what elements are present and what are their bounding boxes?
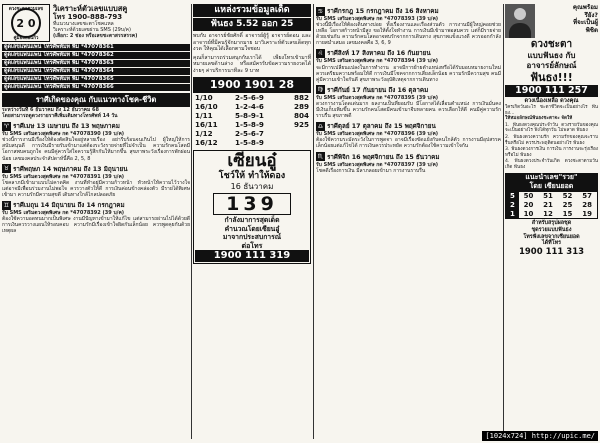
lotto-date: 16/12	[195, 137, 218, 147]
lucky-number: 20	[523, 200, 534, 209]
sign-title-text: ราศีกรกฎ 15 กรกฎาคม ถึง 16 สิงหาคม	[327, 8, 439, 15]
far-right-column	[505, 4, 598, 439]
lucky-number: 2	[506, 201, 519, 210]
footer-2: ชุดรวยแบบฟันธง	[531, 227, 572, 234]
sign-title	[316, 6, 501, 16]
promo-date: 16 ธันวาคม	[230, 182, 274, 192]
lotto-val	[282, 138, 311, 147]
lucky-number: 10	[523, 209, 534, 218]
sign-block	[316, 6, 501, 46]
section-header: ราศีเกิดของคุณ กับแนวทางโชค-ชีวิต	[2, 93, 190, 107]
sign-title	[2, 200, 190, 210]
person-photo	[505, 4, 535, 38]
lotto-nums: 1-5-8-9	[234, 137, 264, 147]
footer-4: ได้ที่โทร	[541, 240, 562, 247]
ad-headline-3: อาจารย์ลักษณ์	[526, 61, 577, 70]
ad-q1: คุณพร้อม	[572, 4, 598, 11]
lotto-val: 804	[293, 110, 309, 120]
lucky-header-2: โดย เซียนยอด	[505, 182, 598, 191]
promo-phone: 1900 111 319	[195, 250, 309, 262]
promo-sub: โชว์ให้ ทำให้ดอง	[218, 171, 286, 182]
zodiac-sign-icon: ♋	[317, 7, 324, 15]
lotto-date: 1/12	[195, 128, 213, 138]
phone-row: ดูดเลขแพ่นแพน โทรศัพท์มท พิม *47078366	[2, 84, 190, 91]
lotto-date: 1/10	[195, 92, 213, 102]
ad-q4: พิชิต	[585, 26, 598, 34]
phone-row: ดูดเลขแพ่นแพน โทรศัพท์มท พิม *47078365	[2, 76, 190, 83]
ad-q3: ที่จะเป็นผู้	[573, 19, 598, 26]
lotto-val: 289	[293, 101, 309, 111]
left-header	[2, 4, 190, 42]
sign-block	[316, 121, 501, 149]
lucky-number: 21	[543, 200, 553, 209]
promo-text-2: คำนวณโดยเซียนอู๋	[224, 224, 280, 233]
lucky-number: 19	[582, 209, 592, 218]
ad-item: 4. ฟันธงดวงประจำวันเกิด ดวงชะตาตามวันเกิด ฟันธง	[505, 159, 598, 170]
mid-intro: พบกับ อาจารย์ชัยศักดิ์ อาจารย์ผู้รู้ อาจารย์ดอน และ อาจารย์ที่มีคนรู้จักมากมาย มาวิเคราะห์ตัวเลขเด็ดทุกงวด ให้คุณได้เลือกตามใจชอบ	[193, 33, 311, 53]
lucky-header: แนะนำเลข"รวย"	[505, 173, 598, 182]
sign-title	[316, 85, 501, 95]
ad-headline-2: แบบฟันธง กับ	[527, 51, 576, 60]
ad-call: ให้หมอลักษณ์ฟันธงชะตาจะ จัดให้	[505, 116, 573, 122]
logo-top-text: ดวงชะตาตามเลข	[8, 7, 44, 12]
ad-top	[505, 4, 598, 38]
lotto-val: 882	[293, 92, 309, 102]
lotto-nums: 2-5-6-9	[234, 92, 264, 102]
lucky-number: 1	[506, 209, 519, 218]
sign-block	[316, 152, 501, 174]
ad-question	[537, 4, 598, 38]
sign-title	[316, 121, 501, 131]
mid-desc: คุณก็สามารถร่วมสนุกกับเราได้ เพียงโทรเข้ามาที่หมายเลขด้านล่าง หรือสมัครรับข้อความรายงวดได้ง่ายๆ ค่าบริการนาทีละ 9 บาท	[193, 54, 311, 74]
sign-title	[2, 164, 190, 174]
phone-label: โทร	[53, 13, 66, 21]
sign-body: โชคลาภมีเข้ามาแบบไม่คาดคิด งานที่ทำอยู่มีความก้าวหน้า หัวหน้าให้ความไว้วางใจ แต่อาจมีเพื่อนร่วมงานไม่พอใจ ควรวางตัวให้ดี การเงินค่อนข้างคล่องตัว มีรายได้พิเศษเข้ามา ความรักมีความสุขดี เดินทางใกล้ไกลปลอดภัย	[2, 179, 190, 198]
sign-title-text: ราศีเมถุน 14 มิถุนายน ถึง 14 กรกฎาคม	[13, 202, 125, 210]
lotto-nums: 2-5-6-7	[234, 128, 264, 138]
zodiac-sign-icon: ♏	[317, 153, 324, 160]
zodiac-sign-icon: ♈	[3, 122, 10, 130]
lotto-date: 16/10	[195, 101, 218, 111]
lotto-nums: 5-8-9-1	[234, 110, 264, 120]
sign-title-text: ราศีเมษ 13 เมษายน ถึง 13 พฤษภาคม	[13, 123, 120, 131]
service-subtitle-1: ที่แนวนางเลขชะตาโชคแหล	[53, 21, 114, 27]
sign-block	[316, 48, 501, 82]
lucky-number: 28	[582, 200, 592, 209]
right-column	[316, 4, 501, 439]
section-sub-2: โดยสามารถดูดวงรายราศีเพิ่มเติมทางโทรศัพท์ 14 วัน	[2, 113, 118, 120]
lotto-val: 925	[293, 119, 309, 129]
lucky-number: 5	[506, 191, 519, 200]
mid-phone-big: 1900 1901 28	[193, 77, 311, 93]
lucky-number: 51	[543, 191, 553, 200]
left-signs-list	[2, 121, 190, 234]
promo-box	[193, 150, 311, 264]
phone-row: ดูดเลขแพ่นแพน โทรศัพท์มท พิม *47078362	[2, 52, 190, 59]
left-column	[2, 4, 190, 439]
sign-title-text: ราศีพิจิก 16 พฤศจิกายน ถึง 15 ธันวาคม	[327, 153, 440, 161]
logo-bottom-text: คู่มือลอยแก้ว	[13, 36, 39, 41]
column-divider	[191, 4, 192, 439]
service-subtitle-2: วิเคราะห์ด้วยเลขผ่าน SMS (29บ/ค)	[53, 27, 131, 34]
ad-phone: 1900 111 257	[505, 85, 598, 97]
lucky-number: 15	[562, 209, 573, 218]
ad-item: 2. ฟันธงดวงความรัก ความรักของคุณจะราบรื่นหรือไม่ ควรประพฤติตนอย่างไร ฟันธง	[505, 134, 598, 146]
lucky-number: 12	[543, 209, 553, 218]
logo-box	[2, 4, 50, 42]
mid-banner-sub: ฟันธง 5.52 ออก 25	[193, 18, 311, 31]
promo-number: 139	[213, 193, 291, 215]
sign-sms: รับ SMS เสริมดวงสุดพิเศษ กด *47078391 (39 บ/ค)	[2, 173, 125, 180]
promo-title: เซียนอู๋	[227, 151, 277, 172]
ad-sub: ดวงเนื่องเหลือ ดวงคุณ	[524, 98, 579, 104]
zodiac-sign-icon: ♍	[317, 86, 324, 94]
sign-sms: รับ SMS เสริมดวงสุดพิเศษ กด *47078397 (39 บ/ค)	[316, 161, 439, 168]
sign-body: ดวงการงานโดดเด่นมาก ผลงานเป็นที่ยอมรับ มีโอกาสได้เลื่อนตำแหน่ง การเงินมั่นคง มีเงินเก็บเพิ่มขึ้น ความรักคนโสดมีคนเข้ามาจีบหลายคน ควรเลือกให้ดี คนมีคู่ความรักราบรื่น สุขภาพดี	[316, 100, 501, 120]
ad-items-list	[505, 123, 598, 171]
sign-body: โชคดีเรื่องการเงิน มีลาภลอยเข้ามา การงานราบรื่น	[316, 167, 426, 174]
footer-phone: 1900 111 313	[518, 246, 585, 257]
sign-block	[2, 121, 190, 161]
watermark: [1024x724] http://upic.me/	[482, 431, 598, 441]
ad-item: 1. ฟันธงดวงคุณประจำวัน ดวงรายวันของคุณจะเป็นอย่างไร ฟังได้ทุกวัน ไม่พลาด ฟันธง	[505, 122, 598, 134]
promo-phone-label: ต่อโทร	[241, 241, 263, 250]
lotto-row	[193, 138, 311, 147]
lucky-table	[505, 191, 598, 220]
ad-headline-4: ฟันธง!!!	[530, 71, 573, 84]
service-note: (เลือก: 2 ช่อง หรือเลขชะตาสรรสรรค)	[53, 33, 138, 40]
footer-1: สำหรับสรุปผลชุด	[531, 220, 572, 227]
zodiac-sign-icon: ♌	[317, 49, 324, 57]
lucky-row	[506, 201, 598, 210]
sign-body: ต้องใช้ความอดทนมากเป็นพิเศษ งานมีปัญหาเข้ามาให้แก้ไข แต่สามารถผ่านไปได้ด้วยดี การเงินควรวางแผนให้รอบคอบ ความรักมีเรื่องเข้าใจผิดกันเล็กน้อย ควรพูดคุยกันด้วยเหตุผล	[2, 216, 190, 235]
phone-number: 1900-888-793	[67, 13, 123, 21]
lucky-row	[506, 191, 598, 200]
sign-body: ช่วงนี้การงานมีเรื่องให้ต้องตัดสินใจอยู่หลายเรื่อง อย่ารีบร้อนจนเกินไป ผู้ใหญ่ให้การสนับสนุนดี การเงินมีรายรับเข้ามาแต่ต้องระวังรายจ่ายที่ไม่จำเป็น ความรักคนโสดมีโอกาสพบคนถูกใจ คนมีคู่ควรใส่ใจความรู้สึกกันให้มากขึ้น สุขภาพระวังเรื่องการพักผ่อนน้อย เลขมงคลประจำสัปดาห์นี้คือ 2, 5, 8	[2, 137, 190, 162]
column-divider	[313, 4, 314, 439]
lucky-number: 50	[523, 191, 534, 200]
phone-rows-list	[2, 44, 190, 91]
service-title: วิเคราะห์ตัวเลขแบบสคู	[53, 4, 128, 13]
ad-headline: ดวงชะตา	[530, 39, 573, 50]
ad-item: 3. ฟันธงดวงการเงิน การเงิน การงานจะรุ่งเรืองหรือไม่ ฟันธง	[505, 147, 598, 158]
sign-title	[316, 152, 501, 162]
column-divider	[503, 4, 504, 439]
mid-banner-top: แหล่งรวมข้อมูลเด็ด	[193, 4, 311, 17]
sign-body: จะมีการเปลี่ยนแปลงในการทำงาน อาจมีการย้ายตำแหน่งหรือได้รับมอบหมายงานใหม่ ควรเตรียมความพร้อมให้ดี การเงินมีโชคจากการเสี่ยงเล็กน้อย ความรักมีความสุข คนมีคู่มีความเข้าใจกันดี สุขภาพระวังอุบัติเหตุจากการเดินทาง	[316, 64, 501, 83]
promo-text-1: กำลังมาการสุดเด็ด	[224, 216, 280, 225]
logo-numbers: 2 0	[16, 16, 36, 30]
phone-row: ดูดเลขแพ่นแพน โทรศัพท์มท พิม *47078364	[2, 68, 190, 75]
phone-row: ดูดเลขแพ่นแพน โทรศัพท์มท พิม *47078363	[2, 60, 190, 67]
lotto-nums: 1-5-8-9	[234, 119, 264, 129]
lotto-table	[193, 94, 311, 148]
lucky-row	[506, 209, 598, 218]
sign-body: ช่วงนี้มีเรื่องให้ต้องเดินทางบ่อย ทั้งเรื่องงานและเรื่องส่วนตัว การงานมีผู้ใหญ่คอยช่วยเหลือ โอกาสก้าวหน้ามีสูง ขอให้ตั้งใจทำงาน การเงินมีเข้ามาพอสมควร แต่ก็มีรายจ่ายด้วยเช่นกัน ความรักคนโสดอาจพบรักจากการเดินทาง สุขภาพแข็งแรงดี ควรออกกำลังกายสม่ำเสมอ เลขมงคลคือ 3, 6, 9	[316, 22, 501, 47]
lucky-number: 57	[582, 191, 592, 200]
sign-title-text: ราศีพฤษภ 14 พฤษภาคม ถึง 13 มิถุนายน	[13, 165, 128, 173]
sign-title	[2, 121, 190, 131]
lucky-number: 25	[562, 200, 573, 209]
middle-column	[193, 4, 311, 439]
sign-title-text: ราศีสิงห์ 17 สิงหาคม ถึง 16 กันยายน	[327, 50, 431, 58]
sign-sms: รับ SMS เสริมดวงสุดพิเศษ กด *47078392 (39 บ/ค)	[2, 210, 125, 217]
sign-block	[316, 85, 501, 119]
sign-block	[2, 200, 190, 234]
service-info	[53, 4, 190, 42]
lotto-nums: 1-2-4-6	[234, 101, 264, 111]
sign-title	[316, 48, 501, 58]
zodiac-sign-icon: ♊	[3, 201, 10, 209]
right-signs-list	[316, 6, 501, 174]
section-sub: ระหว่างวันที่ 6 ธันวาคม ถึง 12 ธันวาคม 68	[2, 107, 100, 113]
zodiac-sign-icon: ♉	[3, 165, 10, 173]
sign-sms: รับ SMS เสริมดวงสุดพิเศษ กด *47078395 (39 บ/ค)	[316, 94, 439, 101]
sign-sms: รับ SMS เสริมดวงสุดพิเศษ กด *47078390 (39 บ/ค)	[2, 131, 125, 138]
sign-sms: รับ SMS เสริมดวงสุดพิเศษ กด *47078396 (39 บ/ค)	[316, 131, 439, 138]
promo-text-3: มาจากประสบการณ์	[222, 233, 282, 242]
sign-title-text: ราศีกันย์ 17 กันยายน ถึง 16 ตุลาคม	[327, 86, 429, 94]
ad-q2: รึยัง?	[584, 11, 598, 19]
sign-title-text: ราศีตุลย์ 17 ตุลาคม ถึง 15 พฤศจิกายน	[327, 123, 436, 131]
lotto-val	[282, 129, 311, 138]
lotto-date: 1/11	[195, 110, 213, 120]
sign-body: ต้องใช้ความระมัดระวังในการพูดจา อาจมีเรื่องขัดแย้งกับคนใกล้ตัว การงานมีอุปสรรคเล็กน้อยแต่แก้ไขได้ การเงินควรประหยัด ความรักต้องใช้ความเข้าใจกัน	[316, 137, 501, 150]
sign-sms: รับ SMS เสริมดวงสุดพิเศษ กด *47078394 (39 บ/ค)	[316, 58, 439, 65]
footer-3: โทรฟังเลขจากเซียนยอด	[523, 233, 580, 240]
lucky-number: 52	[562, 191, 573, 200]
phone-row: ดูดเลขแพ่นแพน โทรศัพท์มท พิม *47078361	[2, 44, 190, 51]
service-phone	[53, 13, 190, 21]
sign-sms: รับ SMS เสริมดวงสุดพิเศษ กด *47078393 (39 บ/ค)	[316, 16, 439, 22]
zodiac-sign-icon: ♎	[317, 122, 324, 130]
ad-desc: ใครเกิดวันอะไร ชะตาชีวิตจะเป็นอย่างไร ฟันธง...	[505, 105, 598, 116]
lotto-date: 16/11	[195, 119, 218, 129]
sign-block	[2, 164, 190, 198]
